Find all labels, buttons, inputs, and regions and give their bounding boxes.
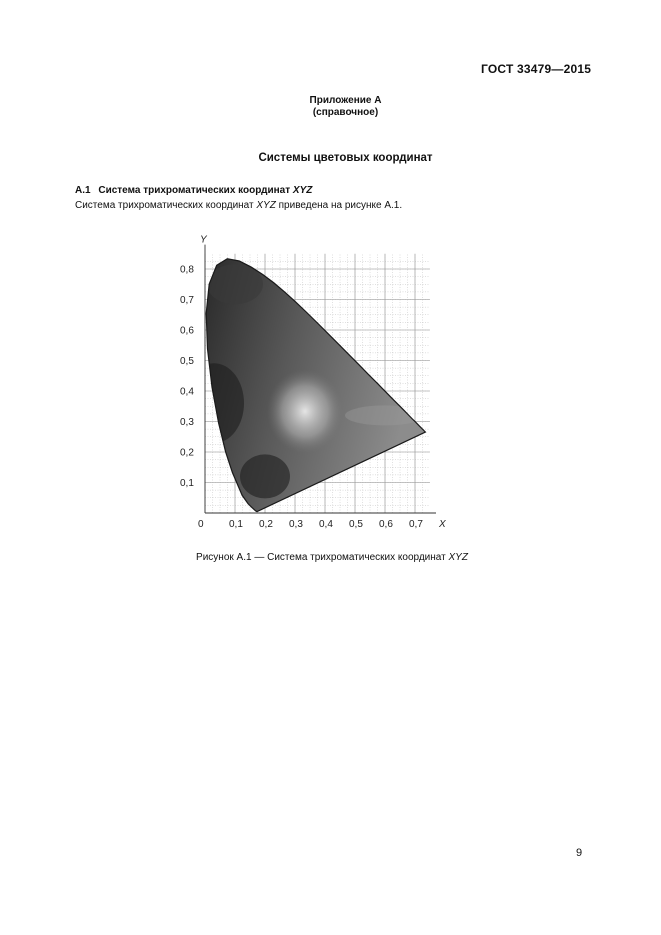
- y-tick-label: 0,5: [180, 356, 194, 367]
- clause-text-variable: XYZ: [256, 200, 276, 211]
- x-axis-label: X: [439, 519, 446, 530]
- figure-caption: [0, 552, 661, 563]
- spectral-locus: [184, 259, 425, 512]
- blue-green-shade: [184, 363, 244, 443]
- appendix-title: Приложение А: [309, 95, 382, 106]
- caption-variable: XYZ: [448, 552, 468, 563]
- y-tick-label: 0,4: [180, 386, 194, 398]
- x-tick-label: 0,6: [379, 519, 393, 530]
- document-code: ГОСТ 33479—2015: [481, 62, 592, 76]
- y-tick-label: 0,6: [180, 325, 194, 337]
- clause-title: Система трихроматических координат: [98, 185, 291, 196]
- x-tick-label: 0,1: [229, 519, 243, 530]
- clause-title-variable: XYZ: [292, 185, 313, 196]
- y-tick-label: 0,3: [180, 417, 194, 428]
- clause-paragraph: [75, 200, 402, 211]
- x-tick-label: 0,2: [259, 519, 273, 530]
- appendix-status: (справочное): [312, 107, 379, 118]
- y-tick-label: 0,8: [180, 264, 194, 276]
- y-axis-label: Y: [200, 234, 207, 246]
- y-tick-label: 0,1: [180, 478, 194, 489]
- x-tick-label: 0,4: [319, 519, 333, 530]
- clause-text-prefix: Система трихроматических координат: [75, 200, 254, 211]
- page-number: 9: [576, 847, 583, 859]
- x-tick-label: 0,7: [409, 519, 423, 530]
- x-tick-label: 0,3: [289, 519, 303, 530]
- green-shade: [207, 264, 263, 304]
- y-tick-label: 0,2: [180, 447, 194, 459]
- blue-shade: [240, 454, 290, 498]
- section-title-text: Системы цветовых координат: [258, 152, 433, 164]
- x-tick-label: 0: [198, 519, 204, 530]
- clause-heading: [75, 185, 312, 196]
- y-tick-label: 0,7: [180, 295, 194, 306]
- appendix-heading: [0, 95, 661, 119]
- red-shade: [345, 405, 425, 425]
- section-title: [0, 152, 661, 164]
- figure-a1: [180, 218, 455, 543]
- caption-text: Рисунок А.1 — Система трихроматических координат: [196, 552, 446, 563]
- x-tick-label: 0,5: [349, 519, 363, 530]
- clause-text-suffix: приведена на рисунке А.1.: [278, 200, 403, 211]
- chromaticity-chart: [180, 218, 455, 538]
- white-region: [267, 369, 343, 453]
- clause-number: А.1: [75, 185, 91, 196]
